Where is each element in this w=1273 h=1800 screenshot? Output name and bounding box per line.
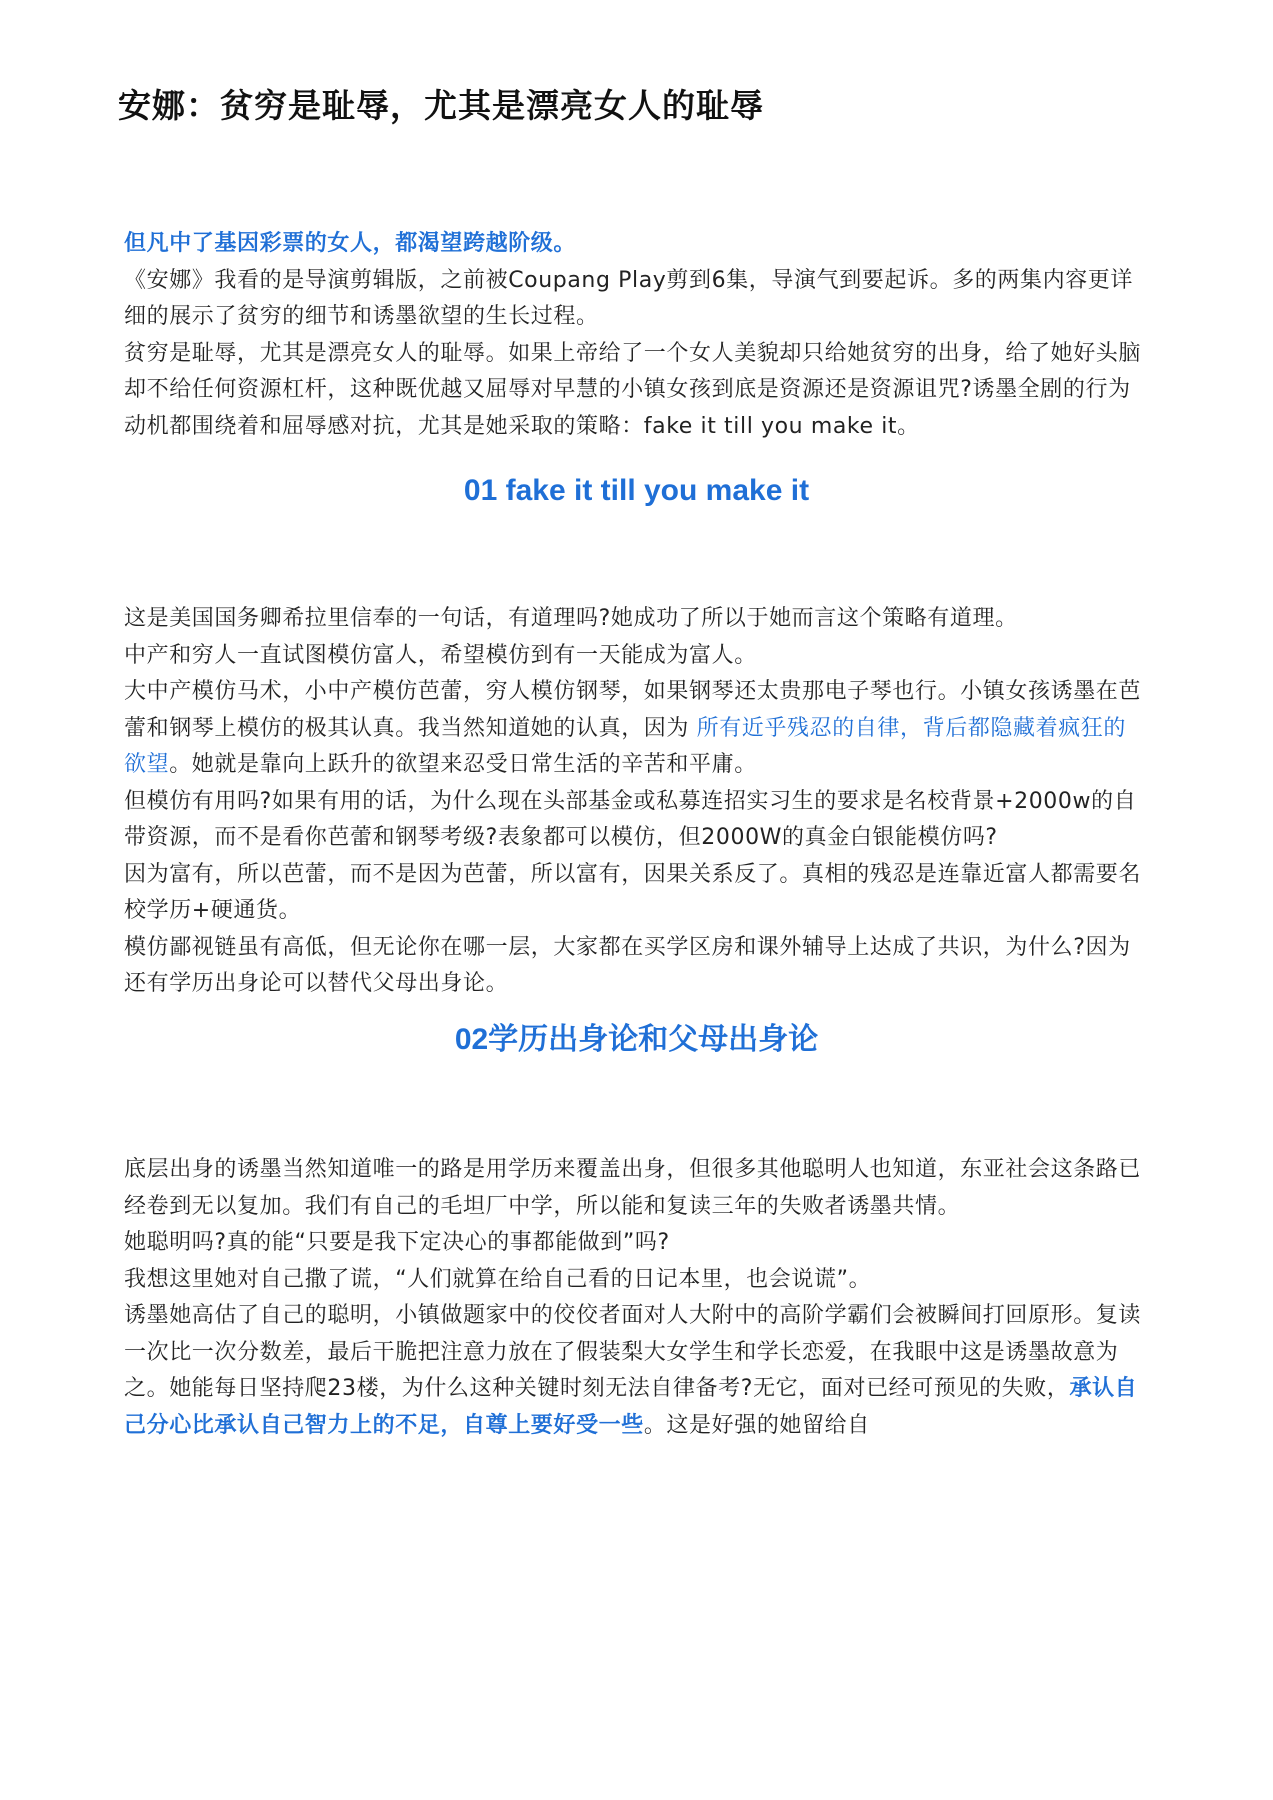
section-1-paragraph-5: 因为富有，所以芭蕾，而不是因为芭蕾，所以富有，因果关系反了。真相的残忍是连靠近富人都需要名校学历+硬通货。 <box>124 861 1142 923</box>
section-2-heading: 02学历出身论和父母出身论 <box>454 1023 819 1056</box>
paragraph-text: 。这是好强的她留给自 <box>643 1412 870 1438</box>
section-2-paragraph-3: 我想这里她对自己撒了谎，“人们就算在给自己看的日记本里，也会说谎”。 <box>124 1266 872 1292</box>
section-1-paragraph-2: 中产和穷人一直试图模仿富人，希望模仿到有一天能成为富人。 <box>124 642 757 668</box>
paragraph-text: 。她就是靠向上跃升的欲望来忍受日常生活的辛苦和平庸。 <box>169 752 757 777</box>
section-1-body <box>124 601 1144 1003</box>
section-2-body <box>124 1152 1144 1444</box>
section-2-paragraph-4 <box>124 1298 1144 1444</box>
paragraph-text: 诱墨她高估了自己的聪明，小镇做题家中的佼佼者面对人大附中的高阶学霸们会被瞬间打回原形。复读一次比一次分数差，最后干脆把注意力放在了假装梨大女学生和学长恋爱，在我眼中这是诱墨故意为之。她能每日坚持爬23楼，为什么这种关键时刻无法自律备考?无它，面对已经可预见的失败， <box>124 1303 1142 1401</box>
section-2-paragraph-1: 底层出身的诱墨当然知道唯一的路是用学历来覆盖出身，但很多其他聪明人也知道，东亚社会这条路已经卷到无以复加。我们有自己的毛坦厂中学，所以能和复读三年的失败者诱墨共情。 <box>124 1157 1142 1219</box>
page-title: 安娜：贫穷是耻辱，尤其是漂亮女人的耻辱 <box>118 86 764 125</box>
section-1-paragraph-3 <box>124 674 1144 784</box>
section-1-paragraph-1: 这是美国国务卿希拉里信奉的一句话，有道理吗?她成功了所以于她而言这个策略有道理。 <box>124 606 1018 631</box>
intro-paragraph-2: 贫穷是耻辱，尤其是漂亮女人的耻辱。如果上帝给了一个女人美貌却只给她贫穷的出身，给了她好头脑却不给任何资源杠杆，这种既优越又屈辱对早慧的小镇女孩到底是资源还是资源诅咒?诱墨全剧的行为动机都围绕着和屈辱感对抗，尤其是她采取的策略：fake it till you make it。 <box>124 340 1142 439</box>
section-1-heading: 01 fake it till you make it <box>463 474 810 507</box>
section-1-paragraph-4: 但模仿有用吗?如果有用的话，为什么现在头部基金或私募连招实习生的要求是名校背景+2000w的自带资源，而不是看你芭蕾和钢琴考级?表象都可以模仿，但2000W的真金白银能模仿吗? <box>124 788 1137 850</box>
section-1-paragraph-6: 模仿鄙视链虽有高低，但无论你在哪一层，大家都在买学区房和课外辅导上达成了共识，为什么?因为还有学历出身论可以替代父母出身论。 <box>124 934 1131 996</box>
section-2-paragraph-2: 她聪明吗?真的能“只要是我下定决心的事都能做到”吗? <box>124 1230 670 1255</box>
paragraph-text: 大中产模仿马术，小中产模仿芭蕾，穷人模仿钢琴，如果钢琴还太贵那电子琴也行。小镇女孩诱墨在芭蕾和钢琴上模仿的极其认真。我当然知道她的认真，因为 <box>124 679 1142 741</box>
highlighted-quote: 承认自己分心比承认自己智力上的不足，自尊上要好受一些 <box>124 1376 1138 1438</box>
intro-lead: 但凡中了基因彩票的女人，都渴望跨越阶级。 <box>124 231 577 256</box>
intro-paragraph-1: 《安娜》我看的是导演剪辑版，之前被Coupang Play剪到6集，导演气到要起诉。多的两集内容更详细的展示了贫穷的细节和诱墨欲望的生长过程。 <box>124 267 1133 329</box>
intro-section <box>124 226 1144 445</box>
highlighted-quote: 所有近乎残忍的自律，背后都隐藏着疯狂的欲望 <box>124 715 1127 777</box>
